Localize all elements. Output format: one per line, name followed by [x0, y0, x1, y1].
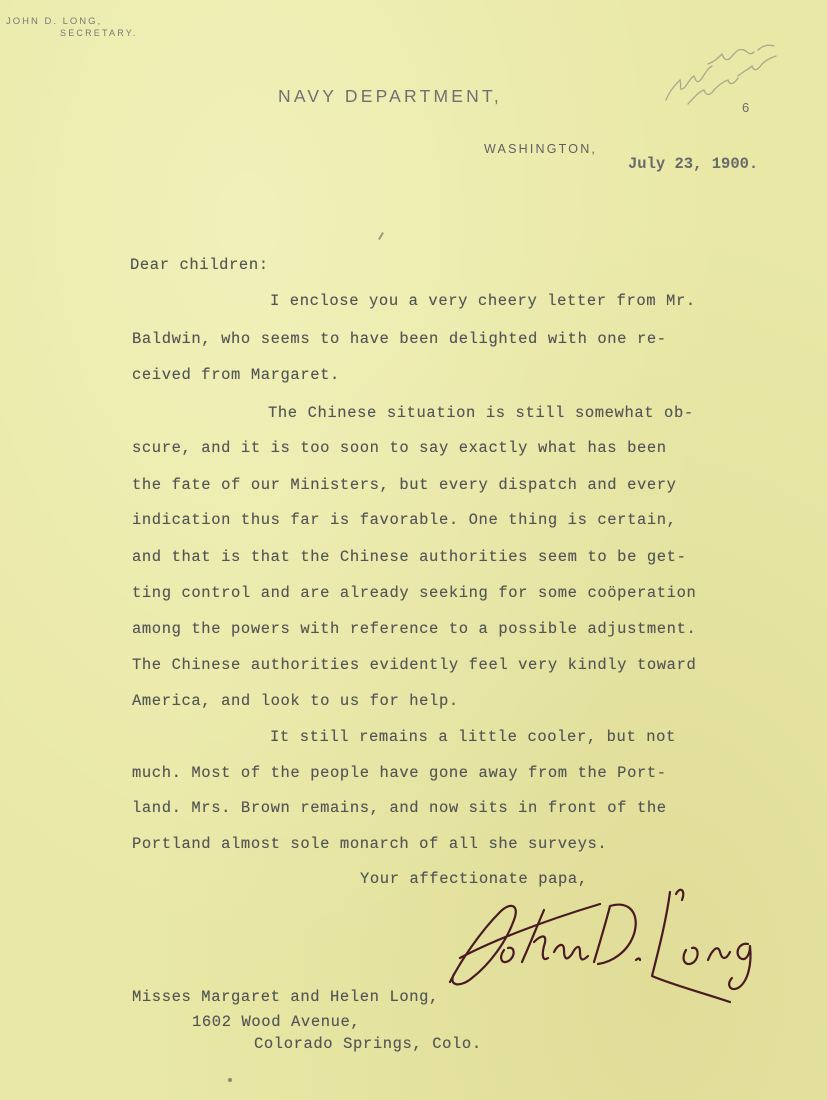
body-line: The Chinese authorities evidently feel very kindly toward — [132, 656, 697, 674]
body-line: ting control and are already seeking for some coöperation — [132, 584, 697, 602]
body-line: land. Mrs. Brown remains, and now sits in front of the — [132, 799, 667, 817]
body-line: The Chinese situation is still somewhat ob- — [268, 404, 694, 422]
letterhead-title: SECRETARY. — [60, 28, 138, 38]
body-line: America, and look to us for help. — [132, 692, 459, 710]
address-line-name: Misses Margaret and Helen Long, — [132, 988, 439, 1006]
paper-speck — [228, 1078, 232, 1082]
letter-date: July 23, 1900. — [628, 155, 759, 173]
body-line: among the powers with reference to a possible adjustment. — [132, 620, 697, 638]
address-line-street: 1602 Wood Avenue, — [192, 1013, 361, 1031]
pencil-annotation — [658, 40, 808, 110]
body-line: much. Most of the people have gone away from the Port- — [132, 764, 667, 782]
pencil-tick — [378, 232, 384, 240]
place-line: WASHINGTON, — [484, 142, 598, 156]
signature — [430, 872, 770, 1012]
closing: Your affectionate papa, — [360, 870, 588, 888]
body-line: Portland almost sole monarch of all she surveys. — [132, 835, 608, 853]
body-line: It still remains a little cooler, but not — [270, 728, 676, 746]
body-line: scure, and it is too soon to say exactly what has been — [132, 439, 667, 457]
address-line-city: Colorado Springs, Colo. — [254, 1035, 482, 1053]
body-line: Baldwin, who seems to have been delighted with one re- — [132, 330, 667, 348]
salutation: Dear children: — [130, 256, 269, 274]
body-line: ceived from Margaret. — [132, 366, 340, 384]
body-line: indication thus far is favorable. One thing is certain, — [132, 511, 677, 529]
department-heading: NAVY DEPARTMENT, — [278, 86, 502, 106]
body-line: I enclose you a very cheery letter from Mr. — [270, 292, 696, 310]
body-line: the fate of our Ministers, but every dispatch and every — [132, 476, 677, 494]
body-line: and that is that the Chinese authorities seem to be get- — [132, 548, 687, 566]
letterhead-name: JOHN D. LONG, — [6, 16, 103, 27]
corner-mark: 6 — [742, 100, 750, 115]
